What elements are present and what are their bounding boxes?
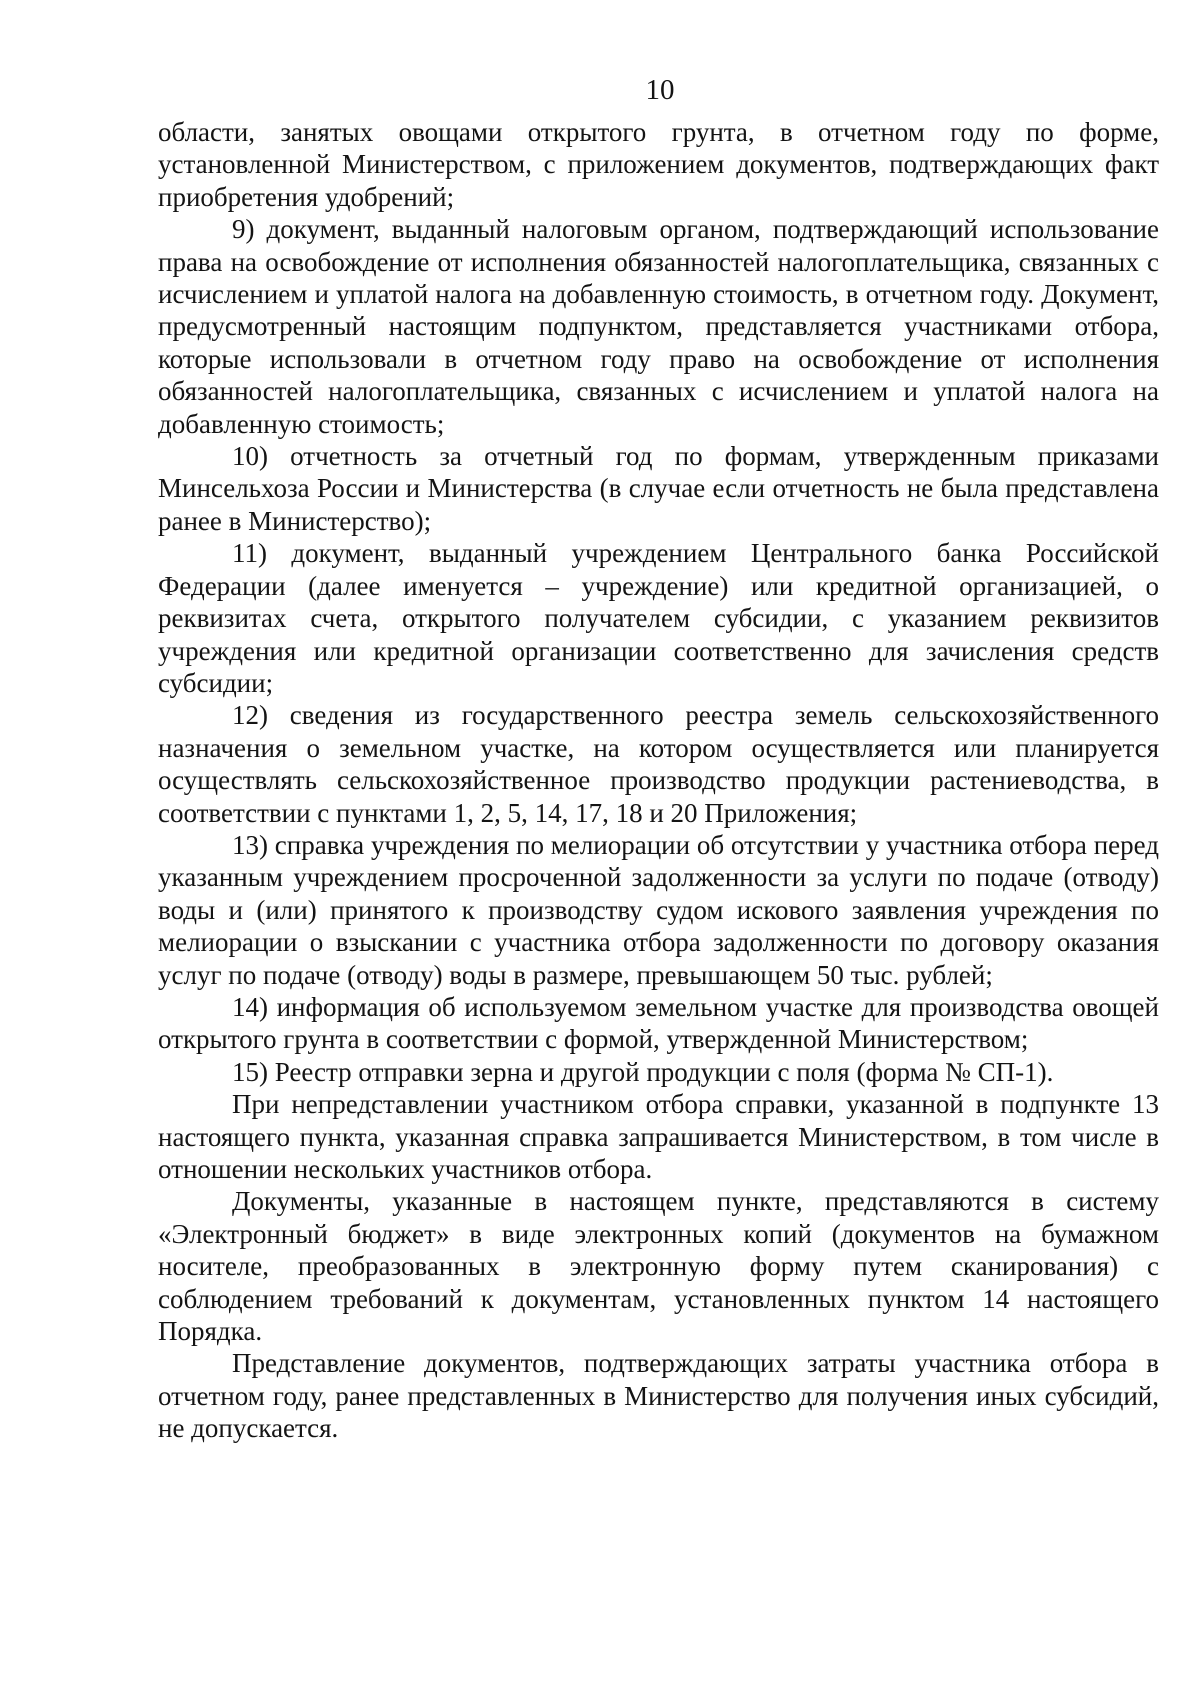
paragraph-electronic-budget: Документы, указанные в настоящем пункте, представляются в систему «Электронный бюджет» в виде электронных копий (документов на бумажном носителе, преобразованных в электронную форму путем сканирования) с соблюдением требований к документам, установленных пунктом 14 настоящего Порядка. xyxy=(158,1186,1159,1347)
paragraph-continuation: области, занятых овощами открытого грунта, в отчетном году по форме, установленной Министерством, с приложением документов, подтверждающих факт приобретения удобрений; xyxy=(158,117,1159,212)
paragraph-non-submission: При непредставлении участником отбора справки, указанной в подпункте 13 настоящего пункта, указанная справка запрашивается Министерством, в том числе в отношении нескольких участников отбора. xyxy=(158,1089,1159,1184)
paragraph-item-15: 15) Реестр отправки зерна и другой продукции с поля (форма № СП-1). xyxy=(232,1056,1054,1087)
document-body xyxy=(158,116,1159,1445)
paragraph-not-allowed: Представление документов, подтверждающих затраты участника отбора в отчетном году, ранее представленных в Министерство для получения иных субсидий, не допускается. xyxy=(158,1348,1159,1444)
paragraph-item-13: 13) справка учреждения по мелиорации об отсутствии у участника отбора перед указанным учреждением просроченной задолженности за услуги по подаче (отводу) воды и (или) принятого к производству судом искового заявления учреждения по мелиорации о взыскании с участника отбора задолженности по договору оказания услуг по подаче (отводу) воды в размере, превышающем 50 тыс. рублей; xyxy=(158,829,1159,990)
page-number: 10 xyxy=(645,74,675,106)
paragraph-item-14: 14) информация об используемом земельном участке для производства овощей открытого грунта в соответствии с формой, утвержденной Министерством; xyxy=(158,991,1159,1055)
paragraph-item-11: 11) документ, выданный учреждением Центрального банка Российской Федерации (далее именуется – учреждение) или кредитной организацией, о реквизитах счета, открытого получателем субсидии, с указанием реквизитов учреждения или кредитной организации соответственно для зачисления средств субсидии; xyxy=(158,538,1159,698)
paragraph-item-12: 12) сведения из государственного реестра земель сельскохозяйственного назначения о земельном участке, на котором осуществляется или планируется осуществлять сельскохозяйственное производство продукции растениеводства, в соответствии с пунктами 1, 2, 5, 14, 17, 18 и 20 Приложения; xyxy=(158,700,1159,828)
paragraph-item-10: 10) отчетность за отчетный год по формам, утвержденным приказами Минсельхоза России и Министерства (в случае если отчетность не была представлена ранее в Министерство); xyxy=(158,441,1159,536)
paragraph-item-9: 9) документ, выданный налоговым органом, подтверждающий использование права на освобождение от исполнения обязанностей налогоплательщика, связанных с исчислением и уплатой налога на добавленную стоимость, в отчетном году. Документ, предусмотренный настоящим подпунктом, представляется участниками отбора, которые использовали в отчетном году право на освобождение от исполнения обязанностей налогоплательщика, связанных с исчислением и уплатой налога на добавленную стоимость; xyxy=(158,214,1159,439)
